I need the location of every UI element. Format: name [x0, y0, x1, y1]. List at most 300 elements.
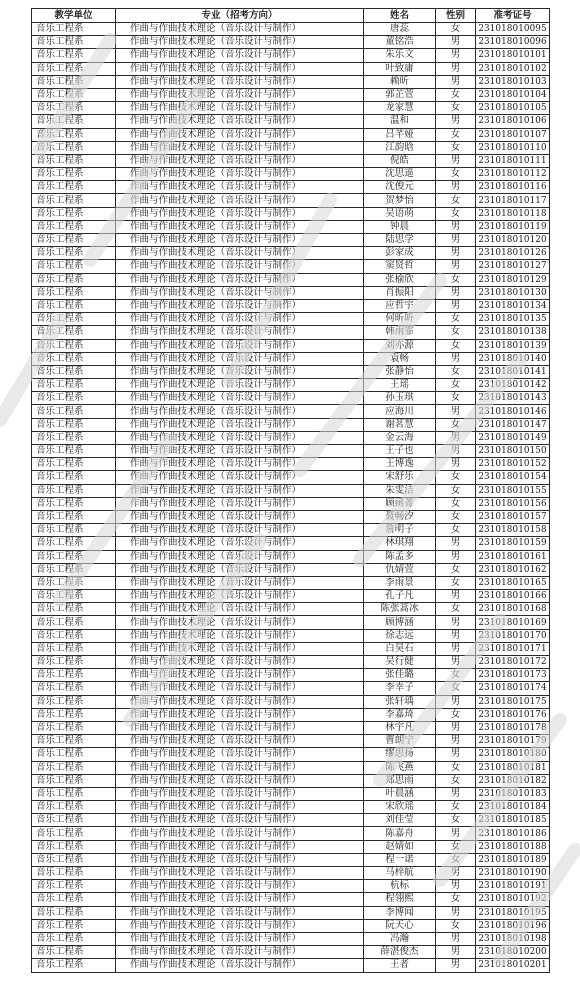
cell-name: 钟晨: [364, 220, 436, 233]
cell-name: 顾博涵: [364, 616, 436, 629]
cell-exam-id: 231018010158: [476, 524, 550, 537]
cell-name: 仇婧萱: [364, 563, 436, 576]
table-row: [32, 959, 550, 972]
cell-name: 朱乐文: [364, 49, 436, 62]
cell-name: 吕芊娅: [364, 128, 436, 141]
cell-exam-id: 231018010157: [476, 510, 550, 523]
cell-name: 陈孟多: [364, 550, 436, 563]
cell-major: 作曲与作曲技术理论（音乐设计与制作）: [116, 181, 364, 194]
cell-gender: 男: [436, 642, 476, 655]
cell-gender: 女: [436, 141, 476, 154]
cell-major: 作曲与作曲技术理论（音乐设计与制作）: [116, 128, 364, 141]
table-row: [32, 299, 550, 312]
table-row: [32, 576, 550, 589]
cell-name: 叶晨涵: [364, 787, 436, 800]
cell-name: 袁畅: [364, 352, 436, 365]
table-row: [32, 49, 550, 62]
cell-exam-id: 231018010186: [476, 827, 550, 840]
cell-name: 金云海: [364, 431, 436, 444]
table-row: [32, 708, 550, 721]
table-row: [32, 339, 550, 352]
cell-major: 作曲与作曲技术理论（音乐设计与制作）: [116, 168, 364, 181]
cell-exam-id: 231018010106: [476, 115, 550, 128]
cell-gender: 男: [436, 537, 476, 550]
cell-major: 作曲与作曲技术理论（音乐设计与制作）: [116, 695, 364, 708]
cell-gender: 女: [436, 379, 476, 392]
cell-gender: 女: [436, 893, 476, 906]
table-row: [32, 194, 550, 207]
cell-unit: 音乐工程系: [32, 616, 116, 629]
cell-unit: 音乐工程系: [32, 128, 116, 141]
cell-unit: 音乐工程系: [32, 326, 116, 339]
cell-unit: 音乐工程系: [32, 431, 116, 444]
cell-gender: 男: [436, 695, 476, 708]
cell-name: 陈张蒿冰: [364, 603, 436, 616]
cell-name: 林宇凡: [364, 721, 436, 734]
cell-unit: 音乐工程系: [32, 458, 116, 471]
cell-name: 张佳璐: [364, 669, 436, 682]
table-row: [32, 62, 550, 75]
cell-major: 作曲与作曲技术理论（音乐设计与制作）: [116, 445, 364, 458]
table-row: [32, 88, 550, 101]
table-row: [32, 827, 550, 840]
cell-gender: 女: [436, 128, 476, 141]
cell-gender: 女: [436, 801, 476, 814]
cell-major: 作曲与作曲技术理论（音乐设计与制作）: [116, 840, 364, 853]
cell-major: 作曲与作曲技术理论（音乐设计与制作）: [116, 774, 364, 787]
cell-exam-id: 231018010166: [476, 590, 550, 603]
cell-major: 作曲与作曲技术理论（音乐设计与制作）: [116, 234, 364, 247]
cell-gender: 男: [436, 62, 476, 75]
cell-major: 作曲与作曲技术理论（音乐设计与制作）: [116, 273, 364, 286]
cell-major: 作曲与作曲技术理论（音乐设计与制作）: [116, 919, 364, 932]
cell-unit: 音乐工程系: [32, 840, 116, 853]
cell-major: 作曲与作曲技术理论（音乐设计与制作）: [116, 761, 364, 774]
cell-exam-id: 231018010142: [476, 379, 550, 392]
table-row: [32, 893, 550, 906]
cell-exam-id: 231018010190: [476, 867, 550, 880]
cell-name: 赖昕: [364, 75, 436, 88]
cell-gender: 男: [436, 36, 476, 49]
table-row: [32, 880, 550, 893]
cell-name: 刘亦源: [364, 339, 436, 352]
cell-name: 彭家成: [364, 247, 436, 260]
table-row: [32, 418, 550, 431]
table-row: [32, 801, 550, 814]
cell-name: 王子也: [364, 445, 436, 458]
cell-gender: 男: [436, 234, 476, 247]
table-row: [32, 853, 550, 866]
table-row: [32, 748, 550, 761]
cell-unit: 音乐工程系: [32, 787, 116, 800]
cell-gender: 女: [436, 524, 476, 537]
table-row: [32, 260, 550, 273]
cell-major: 作曲与作曲技术理论（音乐设计与制作）: [116, 313, 364, 326]
cell-gender: 女: [436, 418, 476, 431]
cell-name: 董铭浩: [364, 36, 436, 49]
cell-gender: 女: [436, 682, 476, 695]
table-row: [32, 919, 550, 932]
cell-exam-id: 231018010154: [476, 471, 550, 484]
cell-major: 作曲与作曲技术理论（音乐设计与制作）: [116, 682, 364, 695]
cell-name: 张轩瑀: [364, 695, 436, 708]
cell-exam-id: 231018010130: [476, 286, 550, 299]
cell-exam-id: 231018010103: [476, 75, 550, 88]
cell-name: 贺梦怡: [364, 194, 436, 207]
cell-name: 温和: [364, 115, 436, 128]
table-row: [32, 273, 550, 286]
cell-exam-id: 231018010182: [476, 774, 550, 787]
cell-major: 作曲与作曲技术理论（音乐设计与制作）: [116, 616, 364, 629]
table-row: [32, 379, 550, 392]
cell-exam-id: 231018010184: [476, 801, 550, 814]
cell-unit: 音乐工程系: [32, 576, 116, 589]
cell-major: 作曲与作曲技术理论（音乐设计与制作）: [116, 75, 364, 88]
table-row: [32, 365, 550, 378]
cell-unit: 音乐工程系: [32, 642, 116, 655]
cell-unit: 音乐工程系: [32, 510, 116, 523]
cell-unit: 音乐工程系: [32, 62, 116, 75]
cell-name: 曹朗宁: [364, 735, 436, 748]
cell-name: 韩雨霏: [364, 326, 436, 339]
table-row: [32, 656, 550, 669]
cell-gender: 男: [436, 260, 476, 273]
table-row: [32, 524, 550, 537]
cell-unit: 音乐工程系: [32, 708, 116, 721]
cell-exam-id: 231018010104: [476, 88, 550, 101]
cell-name: 徐志远: [364, 629, 436, 642]
cell-major: 作曲与作曲技术理论（音乐设计与制作）: [116, 286, 364, 299]
table-row: [32, 313, 550, 326]
cell-gender: 女: [436, 207, 476, 220]
cell-name: 薛湛俊杰: [364, 946, 436, 959]
cell-gender: 女: [436, 471, 476, 484]
cell-exam-id: 231018010140: [476, 352, 550, 365]
cell-gender: 女: [436, 194, 476, 207]
cell-gender: 女: [436, 774, 476, 787]
cell-name: 叶致庸: [364, 62, 436, 75]
cell-exam-id: 231018010156: [476, 497, 550, 510]
header-name: 姓名: [364, 9, 436, 23]
cell-exam-id: 231018010101: [476, 49, 550, 62]
table-row: [32, 932, 550, 945]
cell-gender: 男: [436, 906, 476, 919]
cell-unit: 音乐工程系: [32, 932, 116, 945]
cell-exam-id: 231018010173: [476, 669, 550, 682]
cell-name: 李嘉琦: [364, 708, 436, 721]
cell-gender: 男: [436, 352, 476, 365]
cell-unit: 音乐工程系: [32, 379, 116, 392]
cell-exam-id: 231018010189: [476, 853, 550, 866]
cell-major: 作曲与作曲技术理论（音乐设计与制作）: [116, 115, 364, 128]
cell-exam-id: 231018010159: [476, 537, 550, 550]
table-row: [32, 392, 550, 405]
header-gender: 性别: [436, 9, 476, 23]
cell-name: 聂畅汐: [364, 510, 436, 523]
cell-major: 作曲与作曲技术理论（音乐设计与制作）: [116, 814, 364, 827]
cell-unit: 音乐工程系: [32, 220, 116, 233]
cell-name: 孙玉琪: [364, 392, 436, 405]
cell-gender: 男: [436, 49, 476, 62]
cell-unit: 音乐工程系: [32, 880, 116, 893]
cell-name: 龙家慧: [364, 102, 436, 115]
cell-gender: 女: [436, 840, 476, 853]
table-row: [32, 537, 550, 550]
table-row: [32, 787, 550, 800]
cell-major: 作曲与作曲技术理论（音乐设计与制作）: [116, 379, 364, 392]
cell-gender: 男: [436, 154, 476, 167]
header-unit: 教学单位: [32, 9, 116, 23]
cell-name: 朱雯洁: [364, 484, 436, 497]
cell-exam-id: 231018010095: [476, 23, 550, 36]
cell-name: 郭芷萱: [364, 88, 436, 101]
cell-gender: 男: [436, 880, 476, 893]
cell-major: 作曲与作曲技术理论（音乐设计与制作）: [116, 497, 364, 510]
cell-exam-id: 231018010143: [476, 392, 550, 405]
cell-major: 作曲与作曲技术理论（音乐设计与制作）: [116, 247, 364, 260]
cell-major: 作曲与作曲技术理论（音乐设计与制作）: [116, 299, 364, 312]
cell-unit: 音乐工程系: [32, 405, 116, 418]
cell-name: 冯瀚: [364, 932, 436, 945]
cell-exam-id: 231018010105: [476, 102, 550, 115]
cell-major: 作曲与作曲技术理论（音乐设计与制作）: [116, 735, 364, 748]
cell-major: 作曲与作曲技术理论（音乐设计与制作）: [116, 669, 364, 682]
cell-unit: 音乐工程系: [32, 445, 116, 458]
cell-gender: 男: [436, 721, 476, 734]
cell-name: 唐蕊: [364, 23, 436, 36]
cell-major: 作曲与作曲技术理论（音乐设计与制作）: [116, 946, 364, 959]
cell-major: 作曲与作曲技术理论（音乐设计与制作）: [116, 23, 364, 36]
cell-unit: 音乐工程系: [32, 748, 116, 761]
cell-major: 作曲与作曲技术理论（音乐设计与制作）: [116, 629, 364, 642]
cell-gender: 男: [436, 616, 476, 629]
cell-major: 作曲与作曲技术理论（音乐设计与制作）: [116, 352, 364, 365]
table-header-row: [32, 9, 550, 23]
table-row: [32, 405, 550, 418]
cell-exam-id: 231018010161: [476, 550, 550, 563]
cell-unit: 音乐工程系: [32, 273, 116, 286]
cell-name: 江韵晗: [364, 141, 436, 154]
table-body: [32, 23, 550, 973]
cell-name: 沈俊元: [364, 181, 436, 194]
cell-gender: 女: [436, 563, 476, 576]
cell-exam-id: 231018010188: [476, 840, 550, 853]
cell-exam-id: 231018010176: [476, 708, 550, 721]
table-row: [32, 326, 550, 339]
cell-major: 作曲与作曲技术理论（音乐设计与制作）: [116, 339, 364, 352]
cell-gender: 男: [436, 629, 476, 642]
cell-gender: 女: [436, 497, 476, 510]
cell-gender: 男: [436, 286, 476, 299]
table-row: [32, 867, 550, 880]
cell-major: 作曲与作曲技术理论（音乐设计与制作）: [116, 260, 364, 273]
cell-gender: 男: [436, 458, 476, 471]
cell-unit: 音乐工程系: [32, 247, 116, 260]
cell-exam-id: 231018010150: [476, 445, 550, 458]
header-exam-id: 准考证号: [476, 9, 550, 23]
table-row: [32, 23, 550, 36]
cell-major: 作曲与作曲技术理论（音乐设计与制作）: [116, 49, 364, 62]
cell-gender: 女: [436, 23, 476, 36]
cell-exam-id: 231018010147: [476, 418, 550, 431]
cell-unit: 音乐工程系: [32, 603, 116, 616]
cell-major: 作曲与作曲技术理论（音乐设计与制作）: [116, 550, 364, 563]
cell-major: 作曲与作曲技术理论（音乐设计与制作）: [116, 102, 364, 115]
cell-major: 作曲与作曲技术理论（音乐设计与制作）: [116, 326, 364, 339]
cell-gender: 女: [436, 814, 476, 827]
table-row: [32, 458, 550, 471]
cell-exam-id: 231018010152: [476, 458, 550, 471]
table-row: [32, 207, 550, 220]
table-row: [32, 431, 550, 444]
cell-exam-id: 231018010195: [476, 906, 550, 919]
cell-name: 李雨景: [364, 576, 436, 589]
cell-unit: 音乐工程系: [32, 88, 116, 101]
cell-unit: 音乐工程系: [32, 669, 116, 682]
table-row: [32, 603, 550, 616]
cell-unit: 音乐工程系: [32, 867, 116, 880]
cell-gender: 女: [436, 88, 476, 101]
cell-exam-id: 231018010171: [476, 642, 550, 655]
cell-gender: 女: [436, 708, 476, 721]
cell-unit: 音乐工程系: [32, 814, 116, 827]
cell-gender: 男: [436, 867, 476, 880]
table-row: [32, 695, 550, 708]
cell-exam-id: 231018010118: [476, 207, 550, 220]
cell-gender: 女: [436, 273, 476, 286]
cell-unit: 音乐工程系: [32, 524, 116, 537]
table-row: [32, 735, 550, 748]
cell-unit: 音乐工程系: [32, 906, 116, 919]
cell-exam-id: 231018010102: [476, 62, 550, 75]
cell-major: 作曲与作曲技术理论（音乐设计与制作）: [116, 471, 364, 484]
cell-unit: 音乐工程系: [32, 629, 116, 642]
cell-major: 作曲与作曲技术理论（音乐设计与制作）: [116, 154, 364, 167]
cell-gender: 男: [436, 181, 476, 194]
cell-gender: 男: [436, 959, 476, 972]
cell-major: 作曲与作曲技术理论（音乐设计与制作）: [116, 576, 364, 589]
cell-exam-id: 231018010119: [476, 220, 550, 233]
cell-exam-id: 231018010096: [476, 36, 550, 49]
cell-exam-id: 231018010155: [476, 484, 550, 497]
table-row: [32, 669, 550, 682]
cell-exam-id: 231018010107: [476, 128, 550, 141]
cell-name: 窦贤哲: [364, 260, 436, 273]
cell-unit: 音乐工程系: [32, 893, 116, 906]
cell-major: 作曲与作曲技术理论（音乐设计与制作）: [116, 88, 364, 101]
cell-major: 作曲与作曲技术理论（音乐设计与制作）: [116, 220, 364, 233]
table-row: [32, 115, 550, 128]
table-row: [32, 629, 550, 642]
cell-major: 作曲与作曲技术理论（音乐设计与制作）: [116, 141, 364, 154]
table-row: [32, 102, 550, 115]
cell-major: 作曲与作曲技术理论（音乐设计与制作）: [116, 484, 364, 497]
cell-exam-id: 231018010175: [476, 695, 550, 708]
cell-gender: 女: [436, 669, 476, 682]
cell-unit: 音乐工程系: [32, 154, 116, 167]
cell-name: 刘佳莹: [364, 814, 436, 827]
cell-major: 作曲与作曲技术理论（音乐设计与制作）: [116, 537, 364, 550]
cell-name: 陆思学: [364, 234, 436, 247]
cell-name: 缪思扬: [364, 748, 436, 761]
header-major: 专业（招考方向）: [116, 9, 364, 23]
cell-gender: 男: [436, 932, 476, 945]
table-row: [32, 906, 550, 919]
cell-gender: 男: [436, 445, 476, 458]
cell-name: 何昕昕: [364, 313, 436, 326]
cell-name: 谢茗慧: [364, 418, 436, 431]
cell-exam-id: 231018010201: [476, 959, 550, 972]
cell-exam-id: 231018010174: [476, 682, 550, 695]
cell-gender: 女: [436, 484, 476, 497]
cell-major: 作曲与作曲技术理论（音乐设计与制作）: [116, 893, 364, 906]
cell-unit: 音乐工程系: [32, 563, 116, 576]
table-row: [32, 36, 550, 49]
cell-name: 阮天心: [364, 919, 436, 932]
cell-major: 作曲与作曲技术理论（音乐设计与制作）: [116, 36, 364, 49]
table-row: [32, 563, 550, 576]
table-row: [32, 141, 550, 154]
cell-major: 作曲与作曲技术理论（音乐设计与制作）: [116, 880, 364, 893]
cell-gender: 男: [436, 75, 476, 88]
cell-gender: 女: [436, 761, 476, 774]
cell-exam-id: 231018010185: [476, 814, 550, 827]
table-row: [32, 761, 550, 774]
cell-gender: 女: [436, 339, 476, 352]
cell-name: 张静怡: [364, 365, 436, 378]
cell-unit: 音乐工程系: [32, 23, 116, 36]
cell-exam-id: 231018010178: [476, 721, 550, 734]
cell-name: 肖振阳: [364, 286, 436, 299]
cell-unit: 音乐工程系: [32, 774, 116, 787]
cell-unit: 音乐工程系: [32, 299, 116, 312]
admission-table: [31, 8, 550, 973]
cell-exam-id: 231018010181: [476, 761, 550, 774]
cell-major: 作曲与作曲技术理论（音乐设计与制作）: [116, 748, 364, 761]
cell-gender: 女: [436, 102, 476, 115]
cell-major: 作曲与作曲技术理论（音乐设计与制作）: [116, 563, 364, 576]
cell-major: 作曲与作曲技术理论（音乐设计与制作）: [116, 932, 364, 945]
table-row: [32, 814, 550, 827]
cell-unit: 音乐工程系: [32, 313, 116, 326]
table-row: [32, 497, 550, 510]
cell-name: 王者: [364, 959, 436, 972]
cell-major: 作曲与作曲技术理论（音乐设计与制作）: [116, 801, 364, 814]
table-row: [32, 154, 550, 167]
cell-exam-id: 231018010180: [476, 748, 550, 761]
cell-name: 林琪翔: [364, 537, 436, 550]
cell-name: 倪皓: [364, 154, 436, 167]
cell-exam-id: 231018010162: [476, 563, 550, 576]
cell-unit: 音乐工程系: [32, 656, 116, 669]
table-row: [32, 286, 550, 299]
cell-exam-id: 231018010200: [476, 946, 550, 959]
cell-exam-id: 231018010129: [476, 273, 550, 286]
cell-name: 应海川: [364, 405, 436, 418]
cell-major: 作曲与作曲技术理论（音乐设计与制作）: [116, 524, 364, 537]
cell-exam-id: 231018010126: [476, 247, 550, 260]
cell-name: 赵婧如: [364, 840, 436, 853]
cell-gender: 女: [436, 576, 476, 589]
table-row: [32, 510, 550, 523]
table-row: [32, 721, 550, 734]
table-row: [32, 75, 550, 88]
cell-unit: 音乐工程系: [32, 352, 116, 365]
cell-name: 吴行健: [364, 656, 436, 669]
cell-major: 作曲与作曲技术理论（音乐设计与制作）: [116, 405, 364, 418]
cell-unit: 音乐工程系: [32, 207, 116, 220]
cell-exam-id: 231018010146: [476, 405, 550, 418]
